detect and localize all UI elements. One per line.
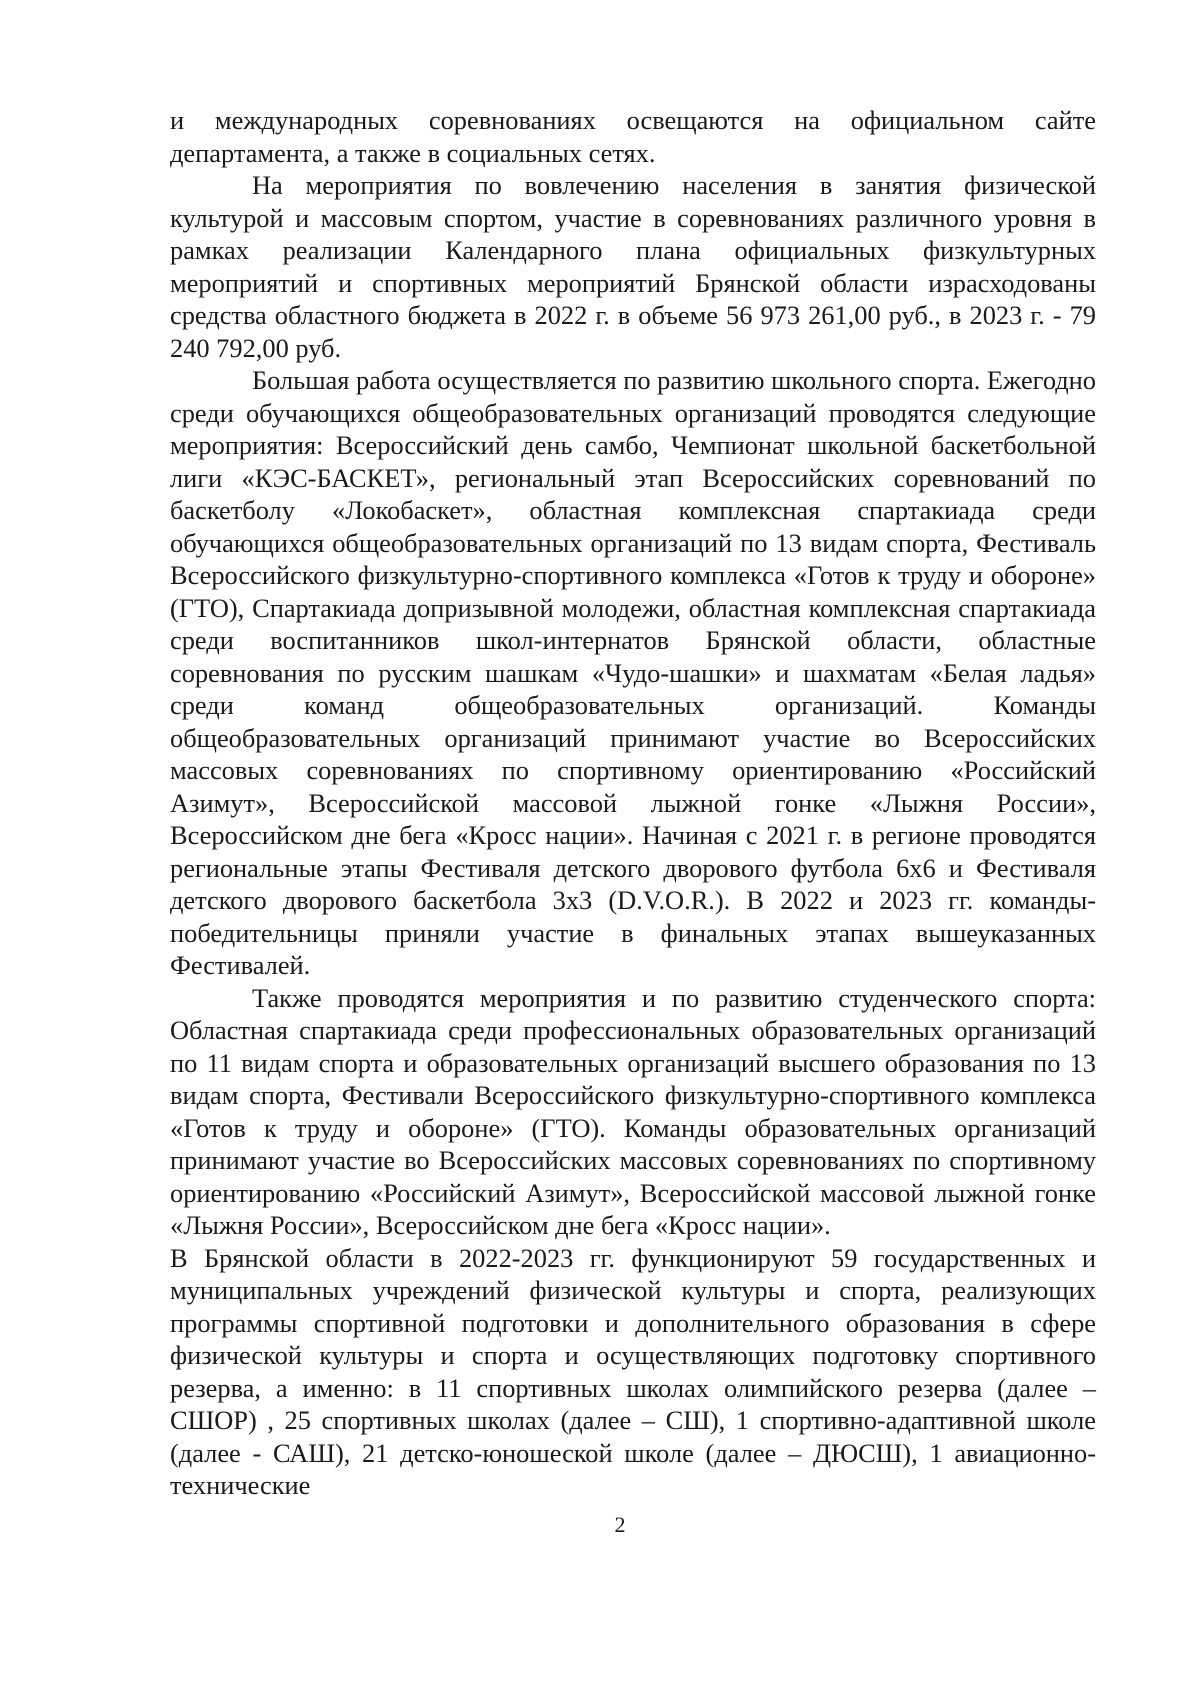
paragraph-school-sport: Большая работа осуществляется по развитию школьного спорта. Ежегодно среди обучающихся общеобразовательных организаций проводятся следующие мероприятия: Всероссийский день самбо, Чемпионат школьной баскетбольной лиги «КЭС-БАСКЕТ», региональный этап Всероссийских соревнований по баскетболу «Локобаскет», областная комплексная спартакиада среди обучающихся общеобразовательных организаций по 13 видам спорта, Фестиваль Всероссийского физкультурно-спортивного комплекса «Готов к труду и обороне» (ГТО), Спартакиада допризывной молодежи, областная комплексная спартакиада среди воспитанников школ-интернатов Брянской области, областные соревнования по русским шашкам «Чудо-шашки» и шахматам «Белая ладья» среди команд общеобразовательных организаций. Команды общеобразовательных организаций принимают участие во Всероссийских массовых соревнованиях по спортивному ориентированию «Российский Азимут», Всероссийской массовой лыжной гонке «Лыжня России», Всероссийском дне бега «Кросс нации». Начиная с 2021 г. в регионе проводятся региональные этапы Фестиваля детского дворового футбола 6х6 и Фестиваля детского дворового баскетбола 3х3 (D.V.O.R.). В 2022 и 2023 гг. команды-победительницы приняли участие в финальных этапах вышеуказанных Фестивалей. [170, 365, 1096, 980]
page-number: 2 [614, 1512, 626, 1537]
paragraph-student-sport: Также проводятся мероприятия и по развитию студенческого спорта: Областная спартакиада среди профессиональных образовательных организаций по 11 видам спорта и образовательных организаций высшего образования по 13 видам спорта, Фестивали Всероссийского физкультурно-спортивного комплекса «Готов к труду и обороне» (ГТО). Команды образовательных организаций принимают участие во Всероссийских массовых соревнованиях по спортивному ориентированию «Российский Азимут», Всероссийской массовой лыжной гонке «Лыжня России», Всероссийском дне бега «Кросс нации». [170, 982, 1096, 1240]
paragraph-budget: На мероприятия по вовлечению населения в занятия физической культурой и массовым спортом, участие в соревнованиях различного уровня в рамках реализации Календарного плана официальных физкультурных мероприятий и спортивных мероприятий Брянской области израсходованы средства областного бюджета в 2022 г. в объеме 56 973 261,00 руб., в 2023 г. - 79 240 792,00 руб. [170, 170, 1096, 363]
paragraph-continuation: и международных соревнованиях освещаются на официальном сайте департамента, а также в социальных сетях. [170, 105, 1096, 168]
paragraph-sport-institutions: В Брянской области в 2022-2023 гг. функционируют 59 государственных и муниципальных учреждений физической культуры и спорта, реализующих программы спортивной подготовки и дополнительного образования в сфере физической культуры и спорта и осуществляющих подготовку спортивного резерва, а именно: в 11 спортивных школах олимпийского резерва (далее – СШОР) , 25 спортивных школах (далее – СШ), 1 спортивно-адаптивной школе (далее - САШ), 21 детско-юношеской школе (далее – ДЮСШ), 1 авиационно-технические [170, 1242, 1096, 1500]
